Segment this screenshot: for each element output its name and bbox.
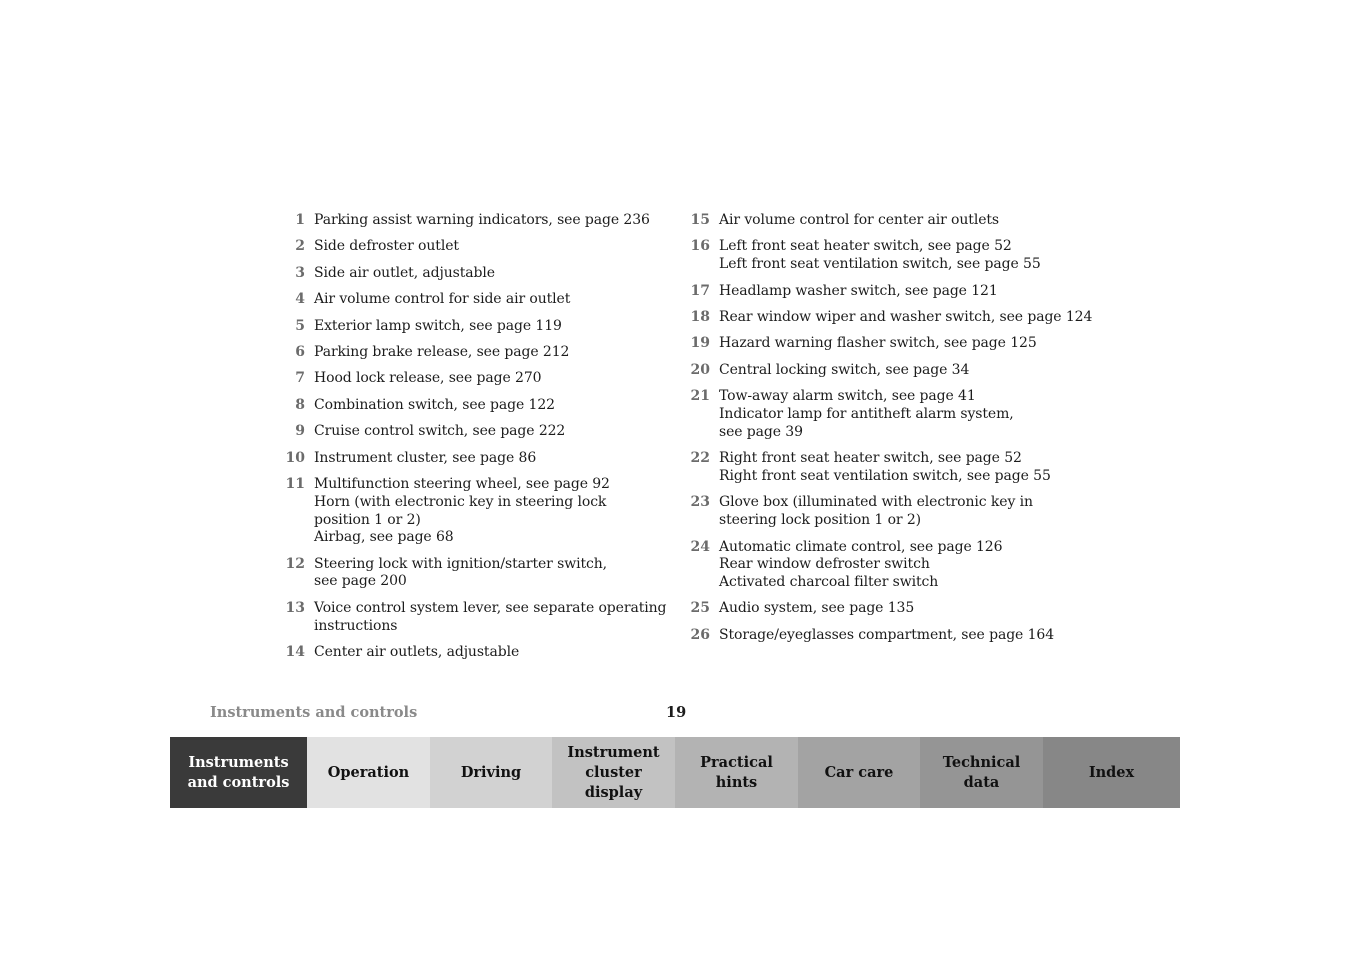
legend-item-text [314, 423, 565, 441]
legend-item-number: 23 [690, 494, 710, 511]
legend-item-line: Center air outlets, adjustable [314, 644, 520, 661]
chapter-tab-bar [170, 737, 1180, 808]
legend-item-line: Side air outlet, adjustable [314, 264, 495, 281]
legend-item-line: Steering lock with ignition/starter switch, [314, 555, 608, 572]
legend-item [283, 450, 653, 468]
legend-item-text [314, 370, 541, 388]
legend-item [688, 600, 1088, 618]
legend-item [688, 450, 1088, 486]
legend-item-number: 12 [285, 555, 305, 572]
legend-item-line: Side defroster outlet [314, 238, 459, 255]
legend-item-line: Air volume control for center air outlets [719, 212, 999, 228]
legend-item-line: instructions [314, 617, 398, 634]
legend-item [283, 318, 653, 336]
legend-item-number: 20 [690, 361, 710, 378]
legend-item-line: Headlamp washer switch, see page 121 [719, 282, 998, 299]
legend-item [283, 291, 653, 309]
section-title: Instruments and controls [210, 704, 418, 721]
legend-item-line: Right front seat ventilation switch, see page 55 [719, 467, 1051, 484]
legend-item [688, 335, 1088, 353]
legend-item-text [719, 238, 1041, 274]
tab-car-care[interactable] [798, 737, 920, 808]
legend-item [688, 212, 1088, 230]
legend-item [688, 388, 1088, 441]
legend-item-text [314, 476, 610, 547]
legend-item-text [719, 450, 1051, 486]
legend-item-line: Hazard warning flasher switch, see page 125 [719, 335, 1037, 352]
legend-item-number: 2 [295, 238, 305, 255]
legend-item-line: see page 200 [314, 573, 407, 590]
legend-item-line: Instrument cluster, see page 86 [314, 449, 537, 466]
legend-item-line: Multifunction steering wheel, see page 92 [314, 475, 610, 492]
legend-item [283, 265, 653, 283]
legend-item-number: 19 [690, 335, 710, 352]
tab-operation[interactable] [307, 737, 430, 808]
legend-item-line: Indicator lamp for antitheft alarm system, [719, 405, 1014, 422]
legend-item-number: 5 [295, 317, 305, 334]
legend-item [688, 362, 1088, 380]
legend-column-right [688, 212, 1093, 653]
legend-item-line: Storage/eyeglasses compartment, see page 164 [719, 626, 1055, 643]
legend-item-line: Airbag, see page 68 [314, 529, 454, 546]
legend-item-number: 16 [690, 238, 710, 255]
legend-item [283, 212, 653, 230]
legend-item-number: 3 [295, 264, 305, 281]
legend-item-number: 22 [690, 450, 710, 467]
legend-item-line: Hood lock release, see page 270 [314, 370, 542, 387]
legend-item-text [719, 388, 1014, 441]
legend-item-text [719, 335, 1037, 353]
legend-item-line: Rear window defroster switch [719, 556, 930, 573]
legend-item [688, 238, 1088, 274]
legend-item [283, 370, 653, 388]
legend-item-text [314, 265, 495, 283]
legend-item [283, 238, 653, 256]
tab-label: Index [1088, 763, 1135, 781]
legend-item [283, 599, 667, 636]
legend-item-number: 9 [295, 423, 305, 440]
legend-item [688, 627, 1088, 645]
legend-item [283, 344, 653, 362]
legend-item-text [314, 397, 555, 415]
legend-item-text [719, 600, 914, 618]
legend-item-line: Central locking switch, see page 34 [719, 361, 970, 378]
legend-item-text [314, 644, 519, 662]
legend-item-number: 6 [295, 343, 305, 360]
legend-item-line: Voice control system lever, see separate operating [314, 599, 667, 616]
legend-item [688, 494, 1088, 530]
legend-item-line: Parking brake release, see page 212 [314, 343, 570, 360]
legend-item-line: Left front seat heater switch, see page 52 [719, 238, 1012, 255]
legend-item-number: 1 [295, 212, 305, 228]
legend-item-text [719, 309, 1092, 327]
legend-item-line: Rear window wiper and washer switch, see page 124 [719, 308, 1093, 325]
tab-label: Driving [460, 763, 522, 781]
legend-item-number: 10 [285, 449, 305, 466]
tab-label: Instrument cluster display [567, 743, 660, 801]
legend-item [283, 556, 653, 592]
legend-item-line: Activated charcoal filter switch [719, 574, 939, 591]
tab-label: Car care [824, 763, 894, 781]
tab-instruments-and-controls[interactable] [170, 737, 307, 808]
legend-item-line: Left front seat ventilation switch, see page 55 [719, 256, 1041, 273]
legend-item-text [314, 318, 562, 336]
tab-technical-data[interactable] [920, 737, 1043, 808]
legend-item [688, 283, 1088, 301]
legend-item-text [314, 212, 650, 230]
legend-item-text [719, 212, 999, 230]
legend-column-left [283, 212, 667, 670]
legend-item [283, 644, 653, 662]
tab-index[interactable] [1043, 737, 1180, 808]
legend-item [283, 423, 653, 441]
legend-item-line: Combination switch, see page 122 [314, 396, 555, 413]
legend-item [283, 476, 653, 547]
legend-item-line: Right front seat heater switch, see page 52 [719, 450, 1022, 467]
legend-item-text [719, 283, 998, 301]
legend-item-number: 24 [690, 538, 710, 555]
legend-item-number: 14 [285, 644, 305, 661]
legend-item-text [719, 539, 1002, 592]
legend-item-text [314, 291, 570, 309]
legend-item-text [719, 627, 1054, 645]
legend-item-number: 13 [285, 599, 305, 616]
legend-item-line: Horn (with electronic key in steering lock [314, 493, 607, 510]
legend-item-line: Cruise control switch, see page 222 [314, 423, 566, 440]
legend-item-number: 4 [295, 291, 305, 308]
legend-item-line: see page 39 [719, 423, 803, 440]
legend-item-number: 7 [295, 370, 305, 387]
tab-instrument-cluster-display[interactable] [552, 737, 675, 808]
legend-item-line: Glove box (illuminated with electronic key in [719, 494, 1033, 511]
legend-item-line: Automatic climate control, see page 126 [719, 538, 1003, 555]
legend-item-number: 21 [690, 388, 710, 405]
legend-item-text [314, 450, 536, 468]
page-number: 19 [666, 704, 687, 721]
legend-item-text [314, 344, 569, 362]
tab-driving[interactable] [430, 737, 552, 808]
legend-item-number: 8 [295, 396, 305, 413]
legend-item-text [314, 600, 666, 636]
legend-item-number: 17 [690, 282, 710, 299]
legend-item-text [314, 238, 459, 256]
legend-item-line: Air volume control for side air outlet [314, 291, 571, 308]
legend-item [688, 539, 1088, 592]
legend-item-line: Parking assist warning indicators, see page 236 [314, 212, 650, 228]
legend-item-number: 18 [690, 308, 710, 325]
legend-item-text [719, 494, 1033, 530]
tab-label: Instruments and controls [187, 753, 290, 791]
legend-item-text [719, 362, 969, 380]
legend-item-line: Tow-away alarm switch, see page 41 [719, 388, 976, 405]
legend-item-line: position 1 or 2) [314, 511, 421, 528]
tab-label: Practical hints [700, 753, 773, 791]
legend-item [688, 308, 1093, 327]
legend-item-number: 11 [285, 475, 305, 492]
legend-item-number: 25 [690, 600, 710, 617]
legend-item-number: 15 [690, 212, 710, 228]
legend-item-number: 26 [690, 626, 710, 643]
legend-item-line: Audio system, see page 135 [719, 600, 915, 617]
legend-item [283, 397, 653, 415]
tab-label: Operation [327, 763, 410, 781]
tab-practical-hints[interactable] [675, 737, 798, 808]
legend-item-line: steering lock position 1 or 2) [719, 512, 922, 529]
legend-item-text [314, 556, 607, 592]
legend-item-line: Exterior lamp switch, see page 119 [314, 317, 562, 334]
tab-label: Technical data [942, 753, 1021, 791]
